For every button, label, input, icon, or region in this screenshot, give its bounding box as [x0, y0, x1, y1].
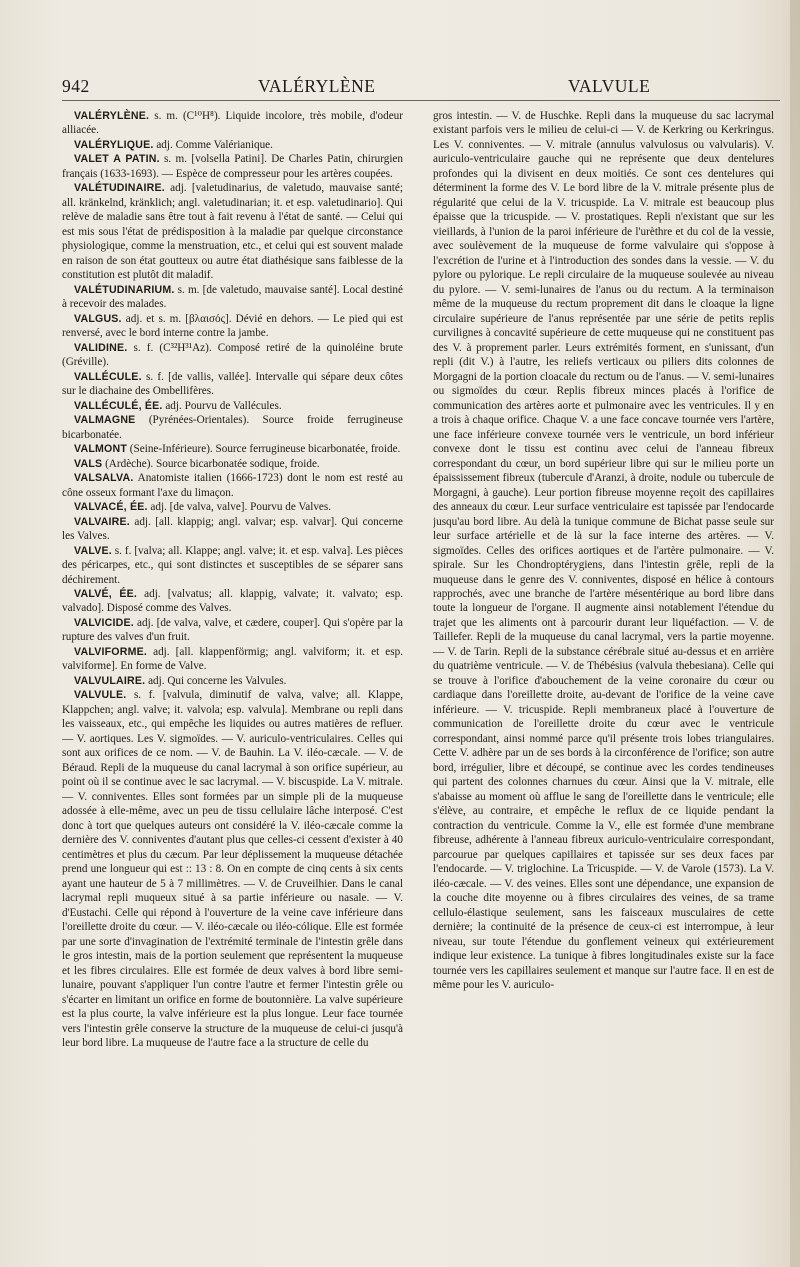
right-running-head: VALVULE: [568, 76, 651, 96]
page-number: 942: [62, 76, 90, 96]
entry-text: s. m. [de valetudo, mauvaise santé]. Local destiné à recevoir des malades.: [62, 283, 403, 311]
dictionary-entry: [62, 152, 403, 181]
entry-text: adj. Qui concerne les Valvules.: [145, 674, 287, 687]
entry-headword: VALVACÉ, ÉE.: [74, 501, 148, 514]
dictionary-entry: [62, 312, 403, 341]
entry-text: adj. Pourvu de Vallécules.: [162, 399, 282, 412]
entry-text: adj. et s. m. [βλαισός]. Dévié en dehors. — Le pied qui est renversé, avec le bord interne contre la jambe.: [62, 312, 403, 340]
left-running-head: VALÉRYLÈNE: [258, 76, 376, 96]
dictionary-entry: [62, 645, 403, 674]
entry-text: adj. [valetudinarius, de valetudo, mauvaise santé; all. kränkelnd, kränklich; angl. valetudinarian; it. et esp. valetudinario]. Qui relève de maladie sans être tout à fait revenu à l'état de santé. — Celui qui est mis sous l'état de prédisposition à la maladie par quelque circonstance physiologique, comme la menstruation, etc., et celui qui est souvent malade en raison de son état goutteux ou autre état diathésique sans faiblesse de la constitution est plutôt dit maladif.: [62, 182, 403, 282]
entry-text: (Pyrénées-Orientales). Source froide ferrugineuse bicarbonatée.: [62, 414, 403, 441]
dictionary-entry: [62, 616, 403, 645]
entry-text: Anatomiste italien (1666-1723) dont le nom est resté au cône osseux formant l'axe du limaçon.: [62, 472, 403, 499]
dictionary-entry: [62, 544, 403, 587]
entry-headword: VALVAIRE.: [74, 515, 130, 528]
entry-headword: VALLÉCULE.: [74, 370, 142, 383]
dictionary-entry: [62, 109, 403, 138]
dictionary-entry: [62, 688, 403, 1050]
entry-headword: VALGUS.: [74, 312, 122, 325]
entry-headword: VALÉTUDINAIRE.: [74, 182, 165, 195]
entry-headword: VALVICIDE.: [74, 616, 134, 629]
entry-headword: VALVÉ, ÉE.: [74, 587, 138, 600]
entry-text: adj. [de valva, valve]. Pourvu de Valves.: [147, 501, 332, 514]
dictionary-entry: [62, 674, 403, 688]
dictionary-entry: [62, 138, 403, 152]
entry-text: (Seine-Inférieure). Source ferrugineuse bicarbonatée, froide.: [127, 443, 401, 456]
entry-headword: VALET A PATIN.: [74, 153, 160, 166]
entry-text: s. f. (C³²H³¹Az). Composé retiré de la quinoléine brute (Gréville).: [62, 341, 403, 369]
entry-headword: VALVIFORME.: [74, 645, 148, 658]
dictionary-entry: [62, 471, 403, 500]
dictionary-entry: [62, 399, 403, 413]
right-column: [433, 109, 774, 1229]
entry-headword: VALS: [74, 457, 103, 470]
dictionary-entry: [62, 341, 403, 370]
page-header: [62, 74, 780, 101]
entry-headword: VALÉRYLÈNE.: [74, 110, 150, 122]
entry-text: adj. Comme Valérianique.: [153, 138, 273, 151]
entry-text: s. f. [valvula, diminutif de valva, valve; all. Klappe, Klappchen; angl. valve; it. valvola; esp. valvula]. Membrane ou repli dans les vaisseaux, etc., qui empêche les liquides ou autres matières de refluer. — V. aortiques. Les V. sigmoïdes. — V. auriculo-ventriculaires. Celles qui sont aux orifices de ce nom. — V. de Bauhin. La V. iléo-cæcale. — V. de Béraud. Repli de la muqueuse du canal lacrymal à son orifice supérieur, au point où il se continue avec le sac lacrymal. — V. biscuspide. La V. mitrale. — V. conniventes. Elles sont formées par un simple pli de la muqueuse adossée à elle-même, avec un peu de tissu cellulaire lâche interposé. C'est donc à tort que quelques auteurs ont considéré la V. iléo-cæcale comme la dernière des V. conniventes d'autant plus que celles-ci cessent d'exister à 40 centimètres et plus du cæcum. Par leur déplissement la muqueuse détachée prend une longueur qui est :: 13 : 8. On en compte de cinq cents à six cents ayant une hauteur de 5 à 7 millimètres. — V. de Cruveilhier. Dans le canal lacrymal repli muqueux situé à sa partie inférieure ou nasale. — V. d'Eustachi. Celle qui répond à l'ouverture de la veine cave inférieure dans l'oreillette droite du cœur. — V. iléo-cæcale ou iléo-cólique. Elle est formée par une sorte d'invagination de l'extrémité terminale de l'intestin grêle dans le gros intestin, mais de la portion seulement que représentent la muqueuse et les fibres circulaires. Elle est formée de deux valves à bord libre semi-lunaire, pouvant s'appliquer l'un contre l'autre et fermer l'intestin grêle ou s'écarter en limitant un orifice en forme de boutonnière. La valve supérieure est la plus courte, la valve inférieure est la plus longue. Leur face tournée vers l'intestin grêle conserve la structure de la muqueuse de celui-ci jusqu'à leur bord libre. La muqueuse de l'autre face a la structure de celle du: [62, 689, 403, 1049]
dictionary-entry: [433, 109, 774, 993]
entry-text: s. f. [valva; all. Klappe; angl. valve; it. et esp. valva]. Les pièces des péricarpes, etc., qui sont distinctes et susceptibles de se séparer sans déchirement.: [62, 544, 403, 586]
entry-headword: VALÉRYLIQUE.: [74, 138, 154, 151]
dictionary-entry: [62, 515, 403, 544]
dictionary-entry: [62, 283, 403, 312]
entry-text: s. m. (C¹⁰H⁸). Liquide incolore, très mobile, d'odeur alliacée.: [62, 110, 403, 137]
entry-headword: VALVULAIRE.: [74, 674, 146, 687]
dictionary-entry: [62, 413, 403, 442]
dictionary-entry: [62, 457, 403, 471]
entry-headword: VALVE.: [74, 544, 112, 557]
entry-text: (Ardèche). Source bicarbonatée sodique, froide.: [102, 457, 320, 470]
dictionary-entry: [62, 181, 403, 282]
left-column: [62, 109, 403, 1229]
entry-text: adj. [all. klappenförmig; angl. valviform; it. et esp. valviforme]. En forme de Valve.: [62, 645, 403, 673]
entry-headword: VALLÉCULÉ, ÉE.: [74, 399, 163, 412]
entry-headword: VALÉTUDINARIUM.: [74, 283, 175, 296]
entry-headword: VALMONT: [74, 443, 127, 456]
page-edge-shadow: [790, 0, 800, 1267]
entry-text: adj. [de valva, valve, et cædere, couper]. Qui s'opère par la rupture des valves d'un fruit.: [62, 616, 403, 644]
entry-text: adj. [all. klappig; angl. valvar; esp. valvar]. Qui concerne les Valves.: [62, 515, 403, 543]
entry-headword: VALMAGNE: [74, 414, 136, 427]
entry-headword: VALVULE.: [74, 689, 127, 702]
dictionary-entry: [62, 500, 403, 514]
entry-text: s. m. [volsella Patini]. De Charles Patin, chirurgien français (1633-1693). — Espèce de compresseur pour les artères coupées.: [62, 153, 403, 180]
entry-text: s. f. [de vallis, vallée]. Intervalle qui sépare deux côtes sur le diachaine des Ombellifères.: [62, 370, 403, 398]
entry-headword: VALIDINE.: [74, 341, 128, 354]
dictionary-entry: [62, 587, 403, 616]
dictionary-entry: [62, 370, 403, 399]
entry-text: gros intestin. — V. de Huschke. Repli dans la muqueuse du sac lacrymal existant parfois vers le milieu de celui-ci — V. de Kerkring ou Kerkringus. Les V. conniventes. — V. mitrale (annulus valvulosus ou valvularis). V. auriculo-ventriculaire gauche qui ne représente que deux dentelures profondes qui la divisent en deux moitiés. Ce sont ces dentelures qui déterminent la forme des V. Le bord libre de la V. mitrale présente plus de régularité que celui de la V. tricuspide. La V. mitrale est beaucoup plus épaisse que la tricuspide. — V. prostatiques. Repli n'existant que sur les vieillards, à l'union de la paroi inférieure de l'urèthre et du col de la vessie, avec soulèvement de la muqueuse de forme valvulaire qui s'oppose à l'excrétion de l'urine et à l'introduction des sondes dans la vessie. — V. du pylore ou pylorique. Le repli circulaire de la muqueuse soulevée au niveau du pylore. — V. semi-lunaires de l'anus ou du rectum. A la terminaison même de la muqueuse du rectum proprement dit dans le cloaque la ligne circulaire supérieure de l'anus représentée par une série de petits replis curvilignes à concavité supérieure de cette muqueuse qui ne constituent pas des V. à proprement parler. Leurs extrémités forment, en s'unissant, d'un repli (dit V.) à l'autre, les reliefs verticaux ou piliers dits colonnes de Morgagni de la portion cloacale du rectum ou de l'anus. — V. semi-lunaires ou sigmoïdes du cœur. Replis fibreux minces placés à l'orifice de communication des artères aorte et pulmonaire avec les ventricules. Il y en a trois à chaque orifice. Chaque V. a une face concave tournée vers l'artère, une face inférieure convexe tournée vers le ventricule, un bord inférieur convexe dont le tissu est continu avec celui de l'anneau fibreux correspondant du cœur, un bord supérieur libre qui sur le milieu porte un épaississement fibreux (tubercule d'Aranzi, à droite, nodule ou tubercule de Morgagni, à gauche). Leur portion fibreuse moyenne reçoit des capillaires des anneaux du cœur. Leur surface ventriculaire est tapissée par l'endocarde jusqu'au bord libre. Au delà la tunique commune de Bichat passe seule sur leur surface artérielle et de là sur la face interne des artères. — V. sigmoïdes. Celles des orifices aortiques et de l'artère pulmonaire. — V. spirale. Sur les Chondroptérygiens, dans l'intestin grêle, repli de la muqueuse dans le genre des V. conniventes, disposé en hélice à contours rapprochés, avec une branche de l'artère mésentérique au bord libre dans toute la longueur de l'organe. Il augmente ainsi notablement l'étendue du trajet que les aliments ont à parcourir durant leur liquéfaction. — V. de Taillefer. Repli de la muqueuse du canal lacrymal, vers la partie moyenne. — V. de Tarin. Repli de la substance cérébrale situé au-dessus et en arrière du quatrième ventricule. — V. de Thébésius (valvula thebesiana). Celle qui se trouve à l'orifice d'abouchement de la veine coronaire du cœur ou cardiaque dans l'oreillette droite, au-devant de l'orifice de la veine cave inférieure. — V. tricuspide. Repli membraneux placé à l'ouverture de communication de l'oreillette droite du cœur avec le ventricule correspondant, ainsi nommé parce qu'il présente trois lobes triangulaires. Cette V. adhère par un de ses bords à la circonférence de l'orifice; son autre bord, irrégulier, libre et découpé, se continue avec les cordes tendineuses qui partent des colonnes charnues du cœur. Ainsi que la V. mitrale, elle s'abaisse au moment où afflue le sang de l'oreillette dans le ventricule; elle s'élève, au contraire, et empêche le reflux de ce liquide pendant la contraction du ventricule. Comme la V., elle est formée d'une membrane fibreuse, adhérente à l'anneau fibreux auriculo-ventriculaire correspondant, parcourue par quelques capillaires et tapissée sur ses deux faces par l'endocarde. — V. triglochine. La Tricuspide. — V. de Varole (1573). La V. iléo-cæcale. — V. des veines. Elles sont une dépendance, une expansion de la couche dite moyenne ou à fibres circulaires des veines, de sa trame cellulo-élastique seulement, sans les faisceaux musculaires de cette dernière; la continuité de la présence de ceux-ci est interrompue, à leur niveau, sur toute l'étendue du gonflement veineux qui extérieurement indique leur existence. La tunique à fibres longitudinales existe sur la face tournée vers les capillaires seulement et manque sur l'autre face. Il en est de même pour les V. auriculo-: [433, 110, 774, 992]
entry-headword: VALSALVA.: [74, 472, 134, 485]
dictionary-entry: [62, 442, 403, 456]
entry-text: adj. [valvatus; all. klappig, valvate; it. valvato; esp. valvado]. Disposé comme des Valves.: [62, 587, 403, 615]
